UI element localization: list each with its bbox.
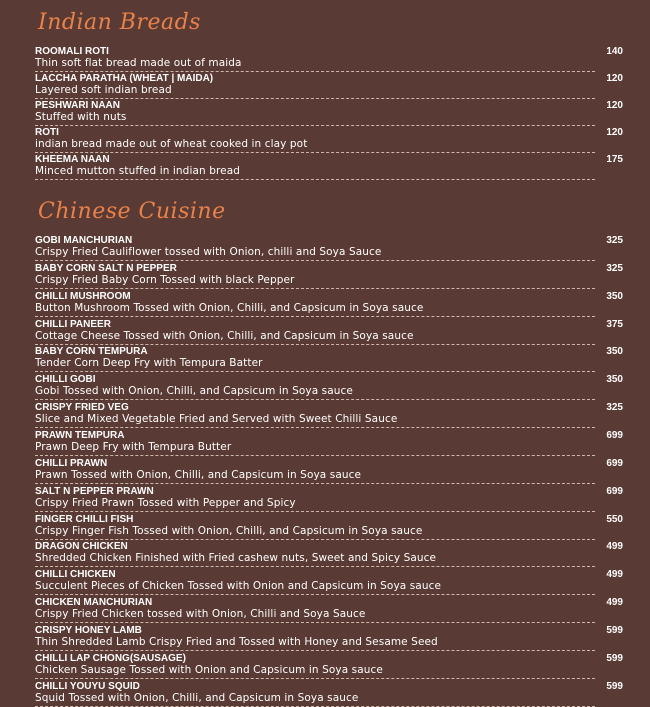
menu-item-name: SALT N PEPPER PRAWN — [35, 485, 154, 497]
menu-item-description: Prawn Deep Fry with Tempura Butter — [35, 440, 232, 453]
menu-item-price: 550 — [606, 513, 623, 525]
menu-item-price: 499 — [606, 541, 623, 553]
menu-item-price: 499 — [606, 597, 623, 609]
dashed-divider — [35, 566, 595, 567]
menu-item — [35, 430, 625, 456]
menu-item-name: LACCHA PARATHA (WHEAT | MAIDA) — [35, 73, 214, 84]
menu-item-price: 499 — [606, 569, 623, 581]
menu-item-price: 375 — [606, 318, 623, 330]
menu-item-name: CRISPY FRIED VEG — [35, 402, 129, 414]
menu-item — [35, 625, 625, 651]
menu-item-price: 175 — [606, 154, 623, 165]
menu-item — [35, 653, 625, 679]
menu-item-name: BABY CORN TEMPURA — [35, 346, 148, 358]
menu-item — [35, 235, 625, 261]
menu-item-description: Minced mutton stuffed in indian bread — [35, 165, 240, 177]
menu-item-name: PESHWARI NAAN — [35, 100, 121, 111]
menu-item — [35, 319, 625, 345]
dashed-divider — [35, 316, 595, 317]
menu-item — [35, 569, 625, 595]
menu-item-description: Chicken Sausage Tossed with Onion and Capsicum in Soya sauce — [35, 663, 383, 676]
menu-item-price: 120 — [606, 100, 623, 111]
menu-item-description: Crispy Fried Prawn Tossed with Pepper and Spicy — [35, 496, 296, 509]
menu-item-price: 350 — [606, 290, 623, 302]
menu-item-name: BABY CORN SALT N PEPPER — [35, 262, 177, 274]
dashed-divider — [35, 706, 595, 707]
menu-item-name: GOBI MANCHURIAN — [35, 235, 133, 246]
dashed-divider — [35, 594, 595, 595]
dashed-divider — [35, 511, 595, 512]
dashed-divider — [35, 371, 595, 372]
dashed-divider — [35, 678, 595, 679]
menu-item — [35, 486, 625, 512]
menu-item-description: Prawn Tossed with Onion, Chilli, and Capsicum in Soya sauce — [35, 468, 362, 481]
menu-item-name: KHEEMA NAAN — [35, 154, 110, 165]
menu-item-price: 350 — [606, 374, 623, 386]
menu-item-description: Tender Corn Deep Fry with Tempura Batter — [35, 357, 263, 370]
menu-item-name: CHILLI YOUYU SQUID — [35, 680, 140, 692]
dashed-divider — [35, 399, 595, 400]
menu-item-description: Crispy Fried Chicken tossed with Onion, Chilli and Soya Sauce — [35, 608, 366, 621]
menu-item — [35, 127, 625, 153]
menu-item — [35, 514, 625, 540]
menu-item — [35, 346, 625, 372]
menu-item-name: CHILLI GOBI — [35, 374, 96, 386]
menu-item-price: 120 — [606, 127, 623, 138]
menu-item-description: Crispy Fried Baby Corn Tossed with black Pepper — [35, 273, 295, 286]
menu-item — [35, 597, 625, 623]
menu-item-description: Crispy Fried Cauliflower tossed with Onion, chilli and Soya Sauce — [35, 246, 382, 258]
menu-item-price: 599 — [606, 624, 623, 636]
menu-item-description: Gobi Tossed with Onion, Chilli, and Capsicum in Soya sauce — [35, 385, 353, 398]
menu-item-name: CHILLI CHICKEN — [35, 569, 116, 581]
menu-item-description: indian bread made out of wheat cooked in clay pot — [35, 138, 308, 150]
menu-item — [35, 100, 625, 126]
menu-item-price: 325 — [606, 402, 623, 414]
dashed-divider — [35, 344, 595, 345]
menu-item-name: CHILLI MUSHROOM — [35, 290, 131, 302]
dashed-divider — [35, 622, 595, 623]
menu-item-price: 699 — [606, 457, 623, 469]
dashed-divider — [35, 539, 595, 540]
dashed-divider — [35, 427, 595, 428]
menu-item-price: 350 — [606, 346, 623, 358]
menu-item-description: Thin Shredded Lamb Crispy Fried and Tossed with Honey and Sesame Seed — [35, 635, 438, 648]
dashed-divider — [35, 260, 595, 261]
menu-item-description: Cottage Cheese Tossed with Onion, Chilli, and Capsicum in Soya sauce — [35, 329, 414, 342]
menu-item-name: FINGER CHILLI FISH — [35, 513, 134, 525]
menu-item-description: Layered soft indian bread — [35, 84, 172, 96]
menu-item — [35, 374, 625, 400]
menu-item-price: 599 — [606, 652, 623, 664]
menu-item-name: DRAGON CHICKEN — [35, 541, 128, 553]
dashed-divider — [35, 650, 595, 651]
menu-item — [35, 402, 625, 428]
menu-item-name: CHILLI PRAWN — [35, 457, 108, 469]
menu-item-description: Thin soft flat bread made out of maida — [35, 57, 242, 69]
menu-item — [35, 541, 625, 567]
menu-item-name: CHILLI PANEER — [35, 318, 111, 330]
section-title-indian-breads: Indian Breads — [38, 10, 201, 35]
menu-item-price: 140 — [606, 46, 623, 57]
menu-item-name: PRAWN TEMPURA — [35, 429, 125, 441]
menu-item — [35, 263, 625, 289]
menu-item-description: Stuffed with nuts — [35, 111, 127, 123]
menu-item-name: ROTI — [35, 127, 59, 138]
menu-item-name: CRISPY HONEY LAMB — [35, 624, 142, 636]
menu-item — [35, 681, 625, 707]
dashed-divider — [35, 152, 595, 153]
dashed-divider — [35, 455, 595, 456]
menu-item — [35, 73, 625, 99]
menu-item-price: 699 — [606, 429, 623, 441]
menu-item-price: 325 — [606, 235, 623, 246]
dashed-divider — [35, 71, 595, 72]
menu-item-description: Shredded Chicken Finished with Fried cashew nuts, Sweet and Spicy Sauce — [35, 552, 437, 565]
menu-item-name: CHICKEN MANCHURIAN — [35, 597, 153, 609]
dashed-divider — [35, 179, 595, 180]
menu-item-price: 699 — [606, 485, 623, 497]
menu-item — [35, 46, 625, 72]
menu-item-description: Crispy Finger Fish Tossed with Onion, Chilli, and Capsicum in Soya sauce — [35, 524, 423, 537]
menu-item-description: Button Mushroom Tossed with Onion, Chilli, and Capsicum in Soya sauce — [35, 301, 424, 314]
menu-item-name: ROOMALI ROTI — [35, 46, 109, 57]
menu-item-name: CHILLI LAP CHONG(SAUSAGE) — [35, 652, 186, 664]
dashed-divider — [35, 125, 595, 126]
menu-item-description: Succulent Pieces of Chicken Tossed with Onion and Capsicum in Soya sauce — [35, 580, 442, 593]
menu-item — [35, 291, 625, 317]
dashed-divider — [35, 483, 595, 484]
menu-item-price: 120 — [606, 73, 623, 84]
menu-item-price: 325 — [606, 262, 623, 274]
menu-item-description: Slice and Mixed Vegetable Fried and Served with Sweet Chilli Sauce — [35, 413, 398, 426]
menu-item — [35, 458, 625, 484]
dashed-divider — [35, 98, 595, 99]
menu-item-description: Squid Tossed with Onion, Chilli, and Capsicum in Soya sauce — [35, 691, 359, 704]
dashed-divider — [35, 288, 595, 289]
menu-item-price: 599 — [606, 680, 623, 692]
menu-item — [35, 154, 625, 180]
section-title-chinese-cuisine: Chinese Cuisine — [38, 199, 226, 224]
